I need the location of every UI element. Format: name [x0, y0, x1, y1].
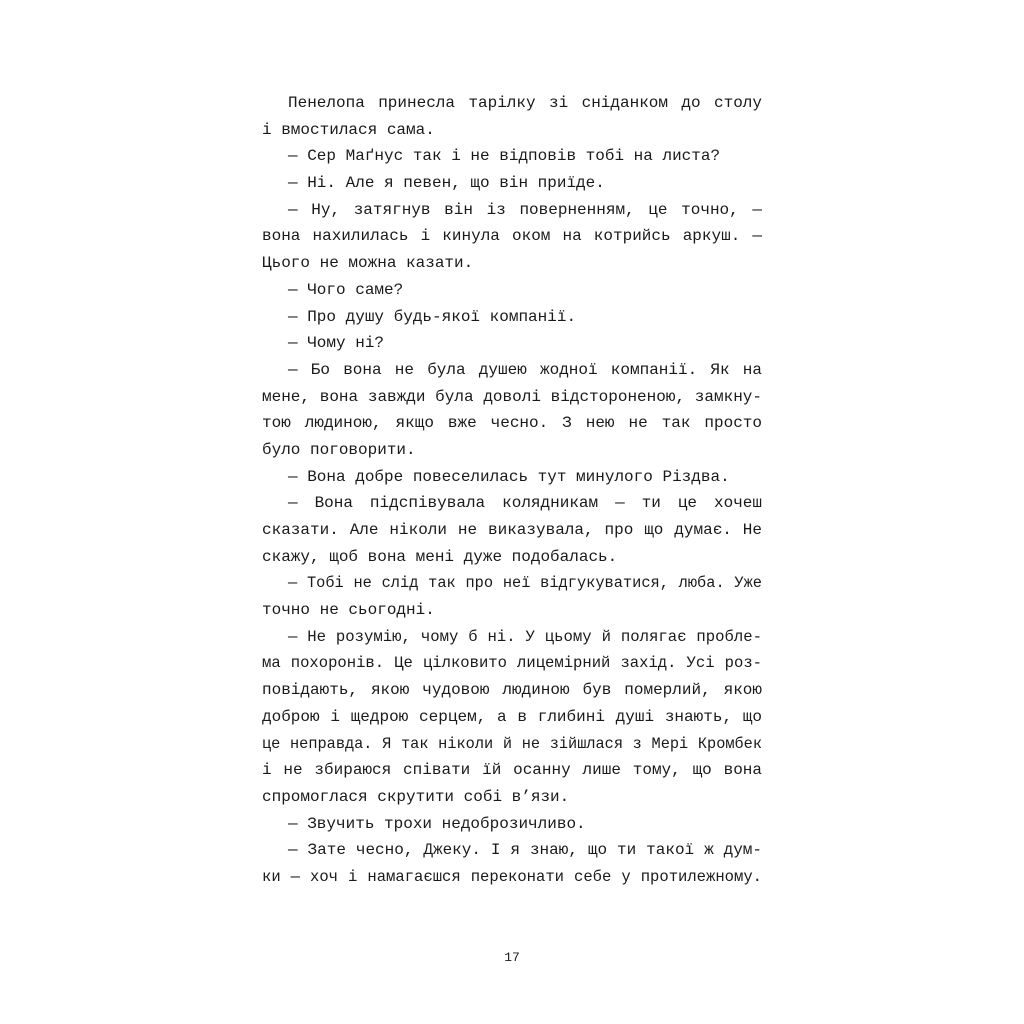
text-line: скажу, щоб вона мені дуже подобалась.	[262, 547, 618, 566]
text-line: тою людиною, якщо вже чесно. З нею не так просто	[262, 414, 762, 433]
text-line: вона нахилилась і кинула оком на котрийсь аркуш. —	[262, 227, 762, 246]
text-line: спромоглася скрутити собі в’язи.	[262, 787, 570, 806]
page-number: 17	[504, 950, 520, 965]
text-line: — Чого саме?	[288, 280, 404, 299]
text-line: — Не розумію, чому б ні. У цьому й полягає пробле-	[288, 627, 762, 646]
text-line: — Тобі не слід так про неї відгукуватися, люба. Уже	[288, 574, 762, 593]
text-line: — Вона підспівувала колядникам — ти це хочеш	[288, 494, 762, 513]
text-line: доброю і щедрою серцем, а в глибині душі знають, що	[262, 707, 762, 726]
text-line: — Про душу будь-якої компанії.	[288, 307, 577, 326]
text-line: — Бо вона не була душею жодної компанії. Як на	[288, 360, 762, 379]
text-line: Цього не можна казати.	[262, 254, 474, 273]
text-line: — Звучить трохи недоброзичливо.	[288, 814, 586, 833]
text-line: — Зате чесно, Джеку. І я знаю, що ти такої ж дум-	[288, 841, 762, 860]
text-line: сказати. Але ніколи не виказувала, про що думає. Не	[262, 521, 762, 539]
text-line: Пенелопа принесла тарілку зі сніданком до столу	[288, 94, 762, 112]
text-line: це неправда. Я так ніколи й не зійшлася з Мері Кромбек	[262, 734, 762, 753]
text-line: і вмостилася сама.	[262, 120, 435, 139]
body-text	[262, 90, 762, 891]
text-line: — Ні. Але я певен, що він приїде.	[288, 174, 605, 193]
text-line: повідають, якою чудовою людиною був померлий, якою	[262, 681, 762, 700]
text-line: ки — хоч і намагаєшся переконати себе у протилежному.	[262, 867, 762, 886]
text-line: — Ну, затягнув він із поверненням, це точно, —	[288, 200, 762, 219]
text-line: і не збираюся співати їй осанну лише тому, що вона	[262, 761, 762, 780]
text-line: точно не сьогодні.	[262, 601, 435, 620]
text-line: — Сер Маґнус так і не відповів тобі на листа?	[288, 147, 721, 166]
text-line: ма похоронів. Це цілковито лицемірний захід. Усі роз-	[262, 654, 762, 673]
text-line: — Чому ні?	[288, 334, 385, 353]
text-line: було поговорити.	[262, 440, 416, 459]
text-line: — Вона добре повеселилась тут минулого Різдва.	[288, 467, 730, 486]
text-line: мене, вона завжди була доволі відстороненою, замкну-	[262, 387, 762, 406]
